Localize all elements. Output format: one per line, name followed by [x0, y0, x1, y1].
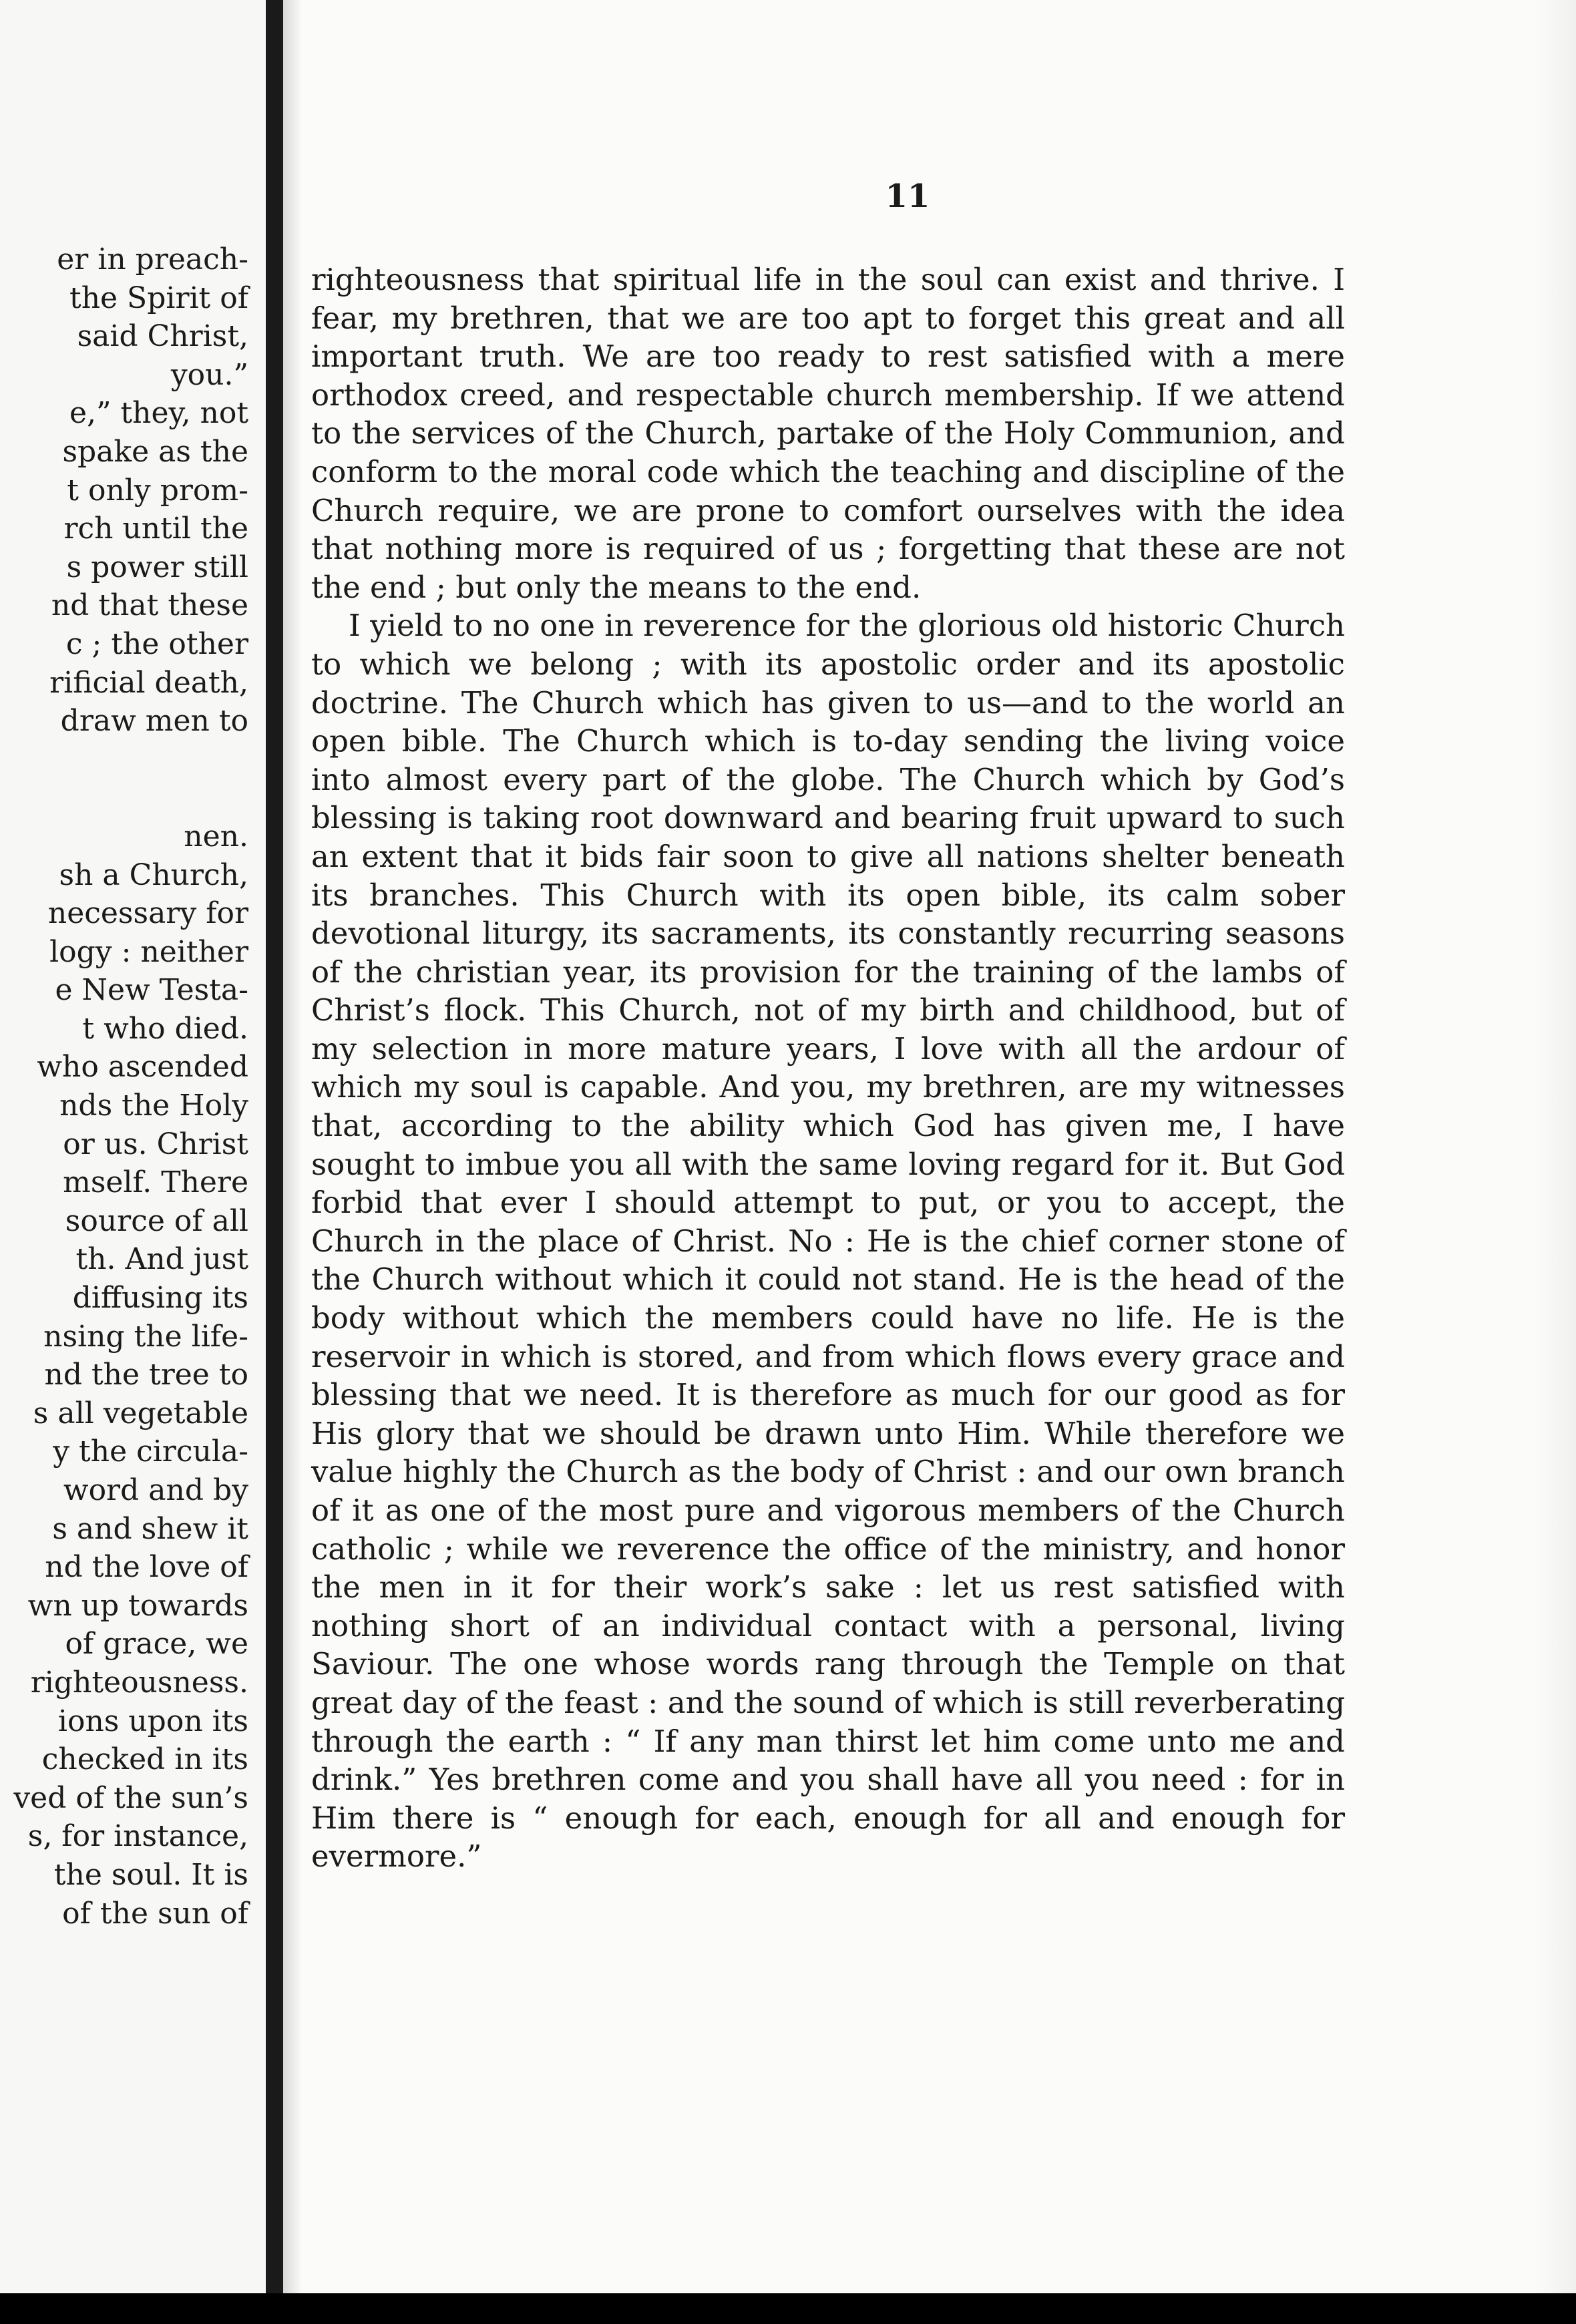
scan-border — [0, 2293, 1576, 2324]
left-line: diffusing its — [72, 1281, 248, 1316]
left-line: nd the love of — [45, 1550, 248, 1585]
left-line: ved of the sun’s — [13, 1780, 248, 1815]
left-line: checked in its — [41, 1742, 248, 1777]
left-line: nen. — [184, 819, 248, 853]
paragraph: I yield to no one in reverence for the glorious old historic Church to which we belong ; with its apostolic order and its apostolic doctrine. The Church which has given to us—and to the world an open bible. The Church which is to-day sending the living voice into almost every part of the globe. The Church which by God’s blessing is taking root downward and bearing fruit upward to such an extent that it bids fair soon to give all nations shelter beneath its branches. This Church with its open bible, its calm sober devotional liturgy, its sacraments, its constantly recurring seasons of the christian year, its provision for the training of the lambs of Christ’s flock. This Church, not of my birth and childhood, but of my selection in more mature years, I love with all the ardour of which my soul is capable. And you, my brethren, are my witnesses that, according to the ability which God has given me, I have sought to imbue you all with the same loving regard for it. But God forbid that ever I should attempt to put, or you to accept, the Church in the place of Christ. No : He is the chief corner stone of the Church without which it could not stand. He is the head of the body without which the members could have no life. He is the reservoir in which is stored, and from which flows every grace and blessing that we need. It is therefore as much for our good as for His glory that we should be drawn unto Him. While therefore we value highly the Church as the body of Christ : and our own branch of it as one of the most pure and vigorous members of the Church catholic ; while we reverence the office of the ministry, and honor the men in it for their work’s sake : let us rest satisfied with nothing short of an individual contact with a personal, living Saviour. The one whose words rang through the Temple on that great day of the feast : and the sound of which is still reverberating through the earth : “ If any man thirst let him come unto me and drink.” Yes brethren come and you shall have all you need : for in Him there is “ enough for each, enough for all and enough for evermore.” — [311, 608, 1345, 1875]
left-line: e,” they, not — [69, 396, 248, 431]
left-line: said Christ, — [77, 319, 248, 354]
left-line: of the sun of — [62, 1896, 248, 1931]
left-line: y the circula- — [53, 1434, 248, 1469]
left-line: t who died. — [82, 1011, 248, 1046]
paragraph: righteousness that spiritual life in the soul can exist and thrive. I fear, my brethren, that we are too apt to forget this great and all important truth. We are too ready to rest satisfied with a mere orthodox creed, and respectable church membership. If we attend to the services of the Church, partake of the Holy Communion, and conform to the moral code which the teaching and discipline of the Church require, we are prone to comfort ourselves with the idea that nothing more is required of us ; forgetting that these are not the end ; but only the means to the end. — [311, 262, 1345, 605]
left-line: wn up towards — [27, 1588, 248, 1623]
page-edge — [1536, 0, 1576, 2293]
left-line: rificial death, — [49, 665, 248, 700]
left-line: the soul. It is — [53, 1857, 248, 1892]
left-line: word and by — [63, 1473, 248, 1507]
binding-shadow — [283, 0, 302, 2293]
left-line: nd the tree to — [44, 1358, 248, 1392]
left-line: logy : neither — [49, 934, 248, 969]
left-line: source of all — [65, 1203, 248, 1238]
left-line: s power still — [66, 550, 248, 584]
left-line: s, for instance, — [27, 1819, 248, 1854]
left-line: nd that these — [51, 588, 248, 623]
left-line: nsing the life- — [43, 1319, 248, 1354]
left-page — [0, 0, 266, 2293]
left-line: ions upon its — [57, 1704, 248, 1738]
left-line: mself. There — [63, 1165, 248, 1200]
left-line: who ascended — [37, 1050, 248, 1085]
left-line: s all vegetable — [33, 1396, 248, 1430]
left-line: spake as the — [62, 434, 248, 469]
left-line: of grace, we — [65, 1627, 248, 1662]
left-line: er in preach- — [57, 242, 248, 276]
left-line — [0, 741, 248, 779]
left-line: or us. Christ — [63, 1127, 248, 1161]
left-line: the Spirit of — [69, 280, 248, 315]
left-page-text — [0, 240, 248, 1933]
page-gutter — [266, 0, 283, 2293]
left-line: nds the Holy — [59, 1089, 248, 1123]
left-line: rch until the — [63, 512, 248, 546]
left-line: th. And just — [75, 1242, 248, 1277]
left-line: s and shew it — [52, 1511, 248, 1546]
left-line: c ; the other — [65, 626, 248, 661]
left-line: e New Testa- — [55, 973, 248, 1008]
left-line: you.” — [170, 357, 248, 392]
left-line: necessary for — [47, 896, 248, 931]
body-text — [311, 260, 1345, 1876]
right-page — [283, 0, 1576, 2293]
left-line — [0, 779, 248, 817]
left-line: t only prom- — [67, 473, 248, 508]
left-line: righteousness. — [30, 1665, 248, 1700]
left-line: draw men to — [60, 704, 248, 739]
page-number: 11 — [885, 178, 930, 215]
left-line: sh a Church, — [59, 857, 248, 892]
